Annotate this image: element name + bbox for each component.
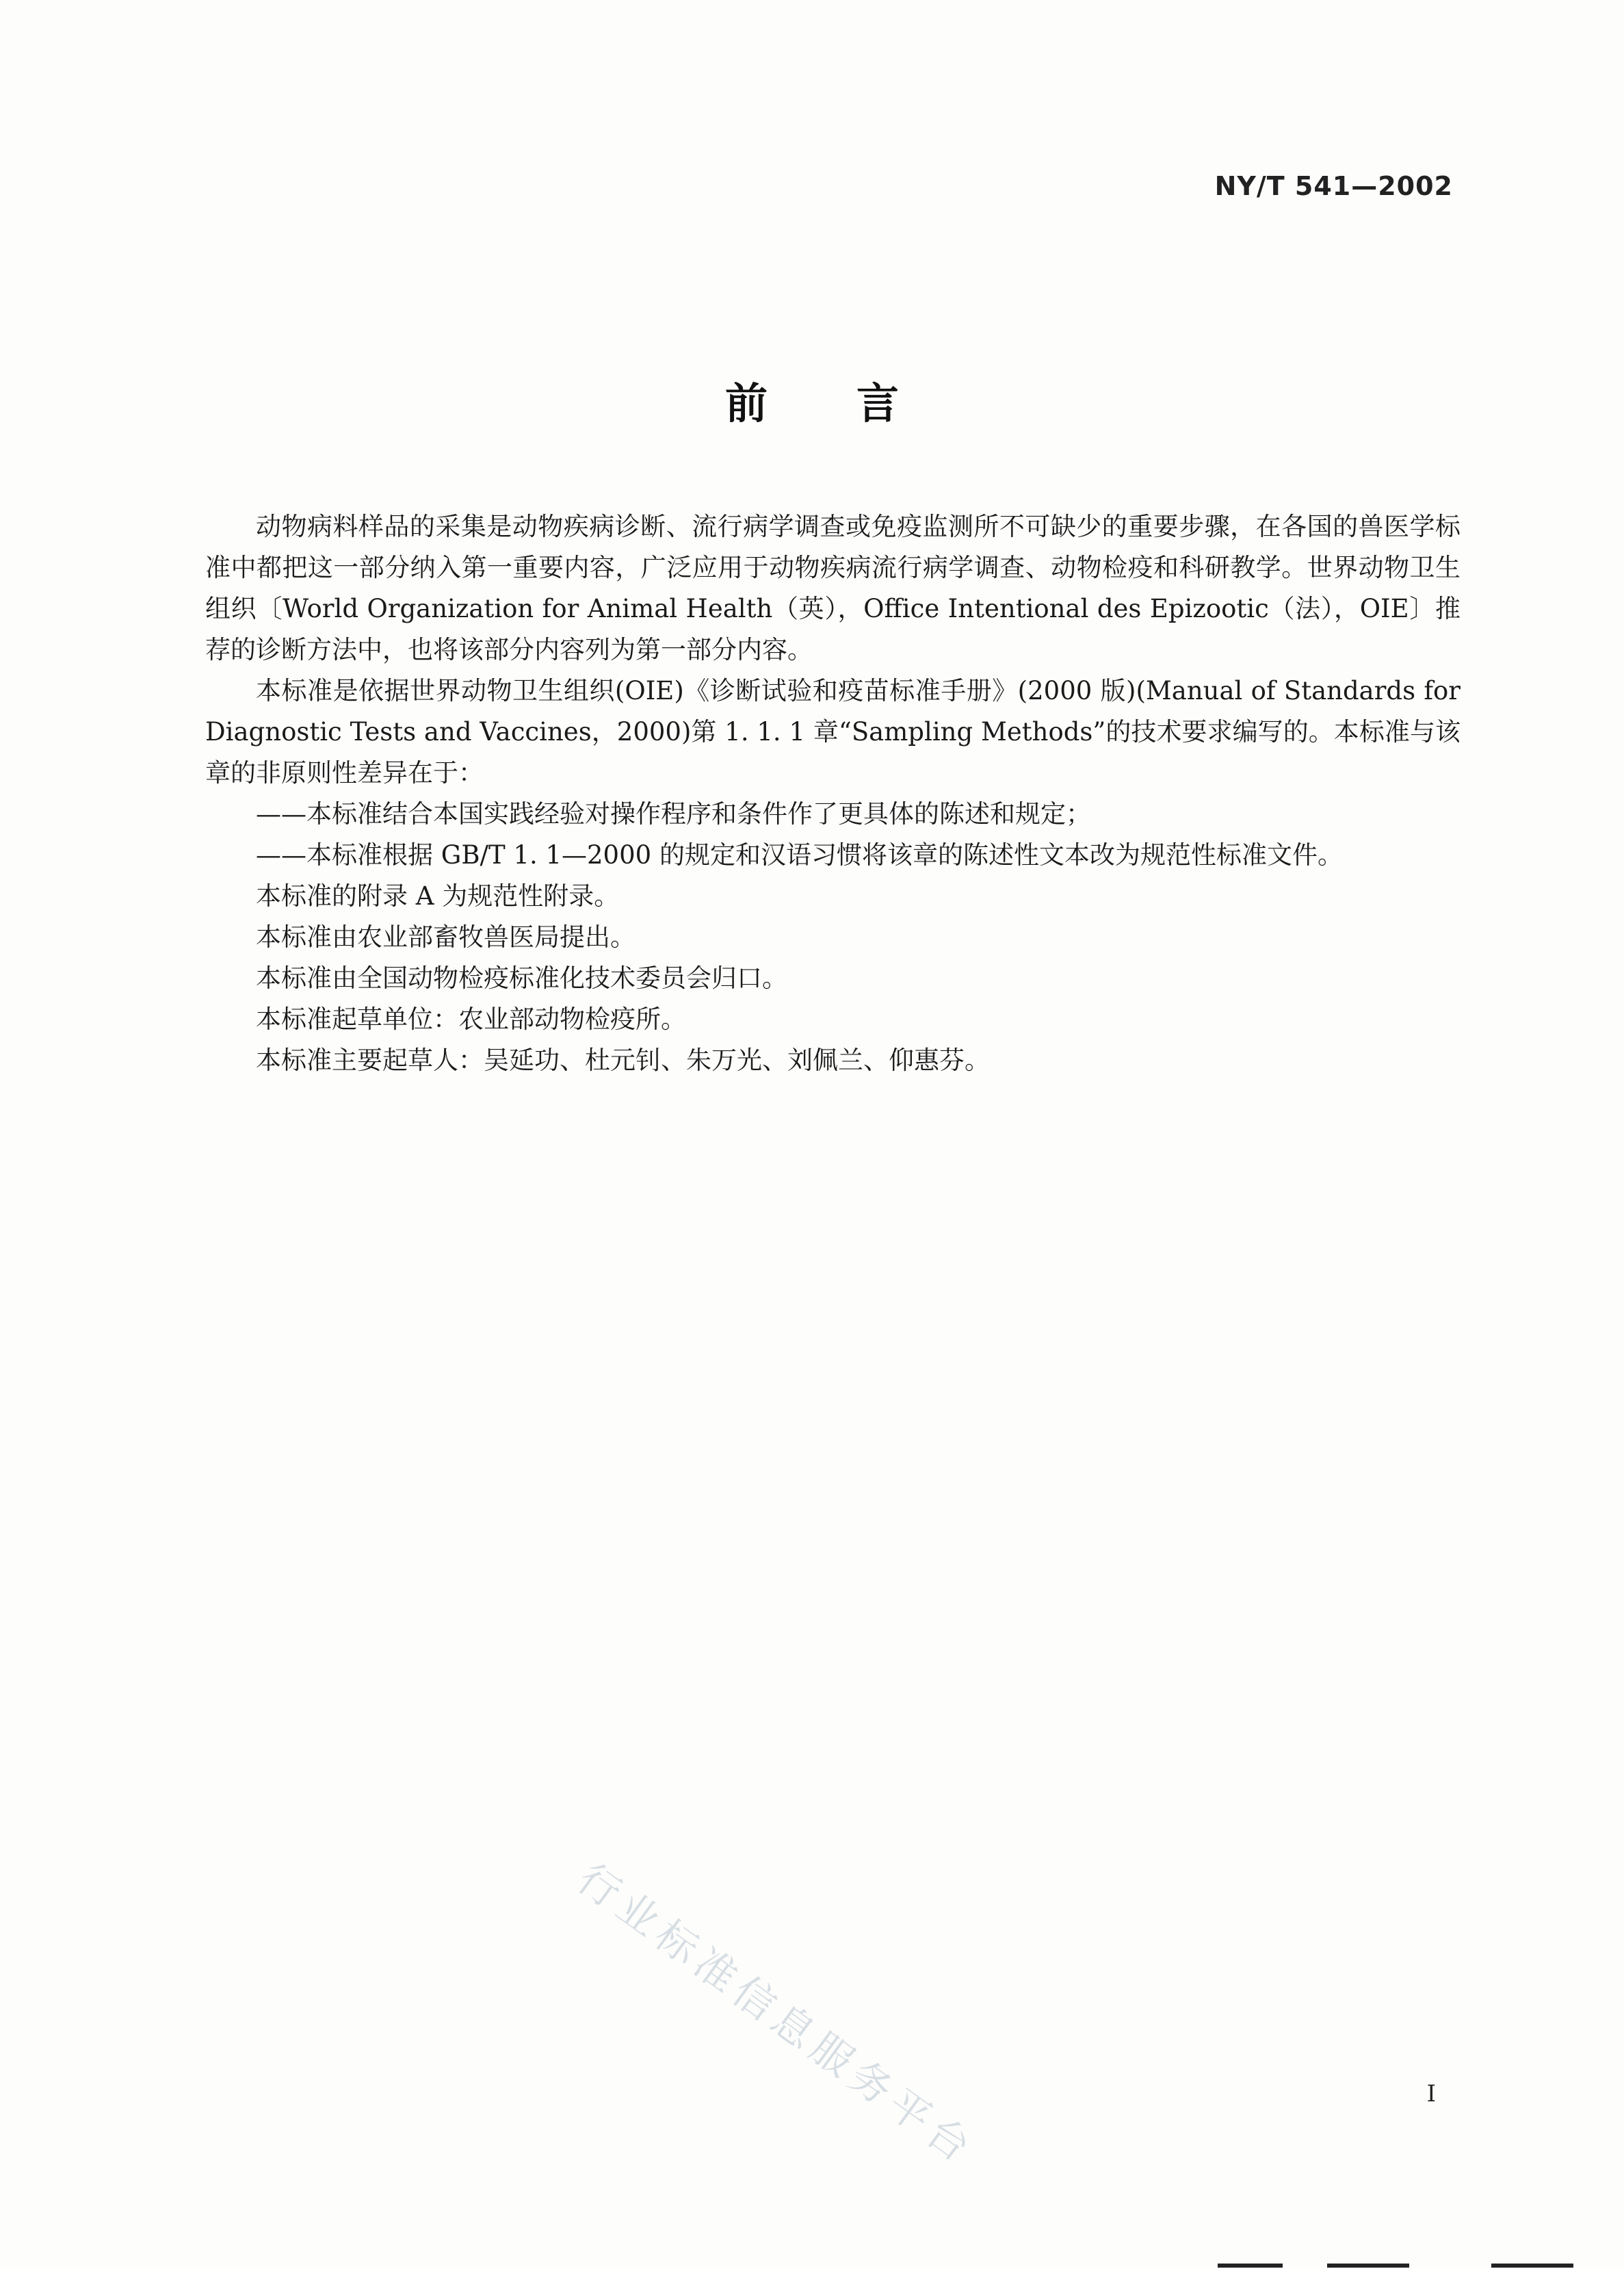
page-number: I (1426, 2080, 1436, 2108)
statement-drafters: 本标准主要起草人：吴延功、杜元钊、朱万光、刘佩兰、仰惠芬。 (256, 1046, 990, 1075)
statement-centralized-by: 本标准由全国动物检疫标准化技术委员会归口。 (256, 963, 787, 993)
difference-item-2: ——本标准根据 GB/T 1. 1—2000 的规定和汉语习惯将该章的陈述性文本改为规范性标准文件。 (256, 840, 1343, 870)
standard-number: NY/T 541—2002 (1214, 171, 1453, 201)
statement-proposed-by: 本标准由农业部畜牧兽医局提出。 (256, 922, 636, 952)
watermark-text: 行业标准信息服务平台 (568, 1854, 984, 2175)
difference-item-1: ——本标准结合本国实践经验对操作程序和条件作了更具体的陈述和规定； (256, 799, 1091, 829)
statement-drafting-unit: 本标准起草单位：农业部动物检疫所。 (256, 1004, 686, 1034)
foreword-paragraph-2: 本标准是依据世界动物卫生组织(OIE)《诊断试验和疫苗标准手册》(2000 版)(Manual of Standards for Diagnostic Tests and Vaccines，2000)第 1. 1. 1 章“Sampling Methods”的技术要求编写的。本标准与该章的非原则性差异在于： (205, 676, 1461, 788)
footer-rule (1327, 2264, 1409, 2268)
footer-rule (1218, 2264, 1283, 2268)
statement-annex: 本标准的附录 A 为规范性附录。 (256, 881, 620, 911)
foreword-body (205, 506, 1461, 1081)
footer-rule (1491, 2264, 1573, 2268)
page-title: 前言 (724, 378, 988, 428)
foreword-paragraph-1: 动物病料样品的采集是动物疾病诊断、流行病学调查或免疫监测所不可缺少的重要步骤，在各国的兽医学标准中都把这一部分纳入第一重要内容，广泛应用于动物疾病流行病学调查、动物检疫和科研教学。世界动物卫生组织〔World Organization for Animal Health（英），Office Intentional des Epizootic（法），OIE〕推荐的诊断方法中，也将该部分内容列为第一部分内容。 (205, 512, 1461, 664)
